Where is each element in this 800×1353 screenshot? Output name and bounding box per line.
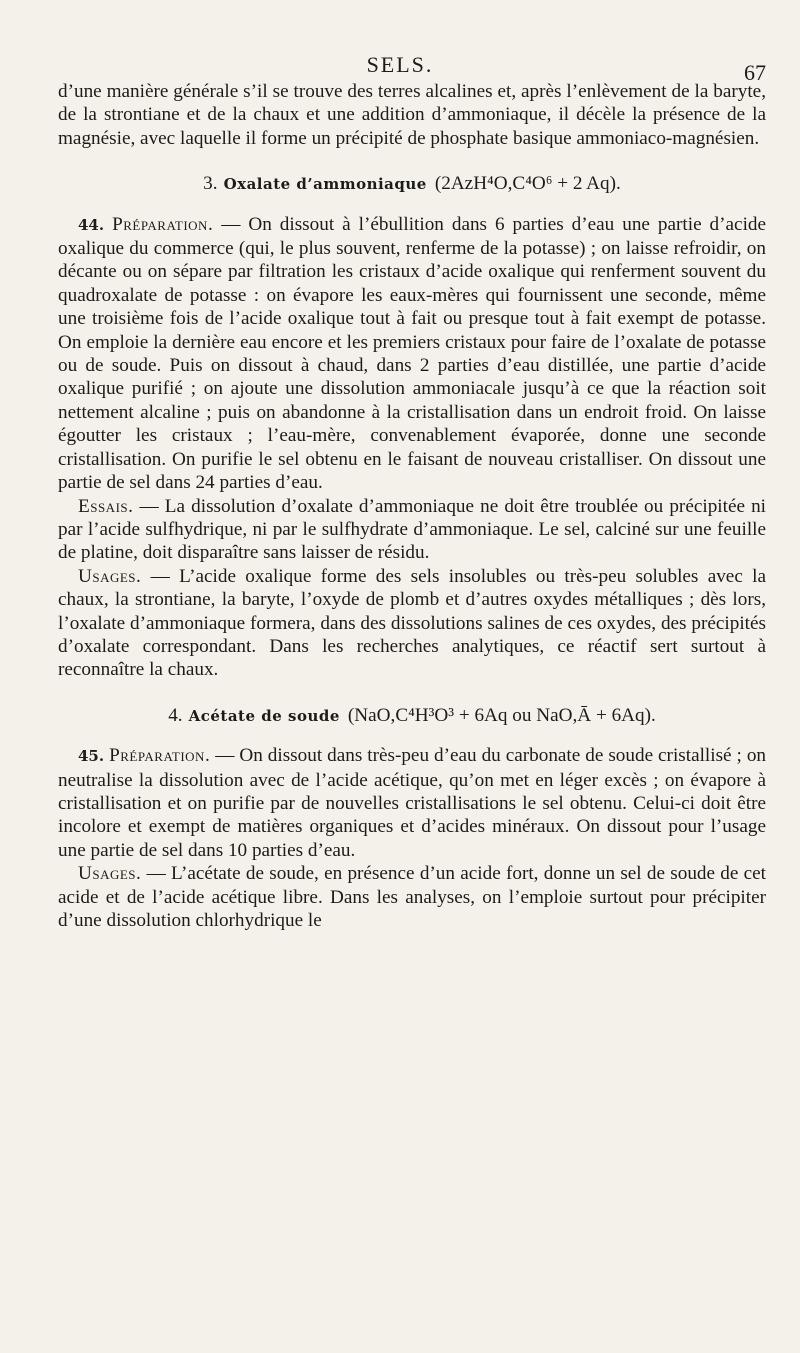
page-number: 67 — [744, 60, 766, 85]
paragraph-number: 45. — [78, 747, 105, 766]
paragraph-label: Préparation. — [109, 745, 211, 767]
section-title: Oxalate d’ammoniaque — [223, 175, 427, 194]
intro-paragraph: d’une manière générale s’il se trouve des terres alcalines et, après l’enlèvement de la baryte, de la strontiane et de la chaux et une addition d’ammoniaque, il décèle la présence de la magnésie, avec laquelle il forme un précipité de phosphate basique ammoniaco-magnésien. — [58, 81, 766, 149]
usages-paragraph-2 — [58, 862, 766, 932]
chemical-formula: (NaO,C⁴H³O³ + 6Aq ou NaO,Ā + 6Aq). — [347, 704, 656, 726]
section-heading-oxalate — [58, 172, 766, 196]
paragraph-45 — [58, 744, 766, 862]
running-title: SELS. — [366, 52, 434, 77]
essais-paragraph — [58, 495, 766, 565]
page-header — [0, 48, 800, 84]
paragraph-44 — [58, 213, 766, 495]
paragraph-text: — L’acétate de soude, en présence d’un acide fort, donne un sel de soude de cet acide et de l’acide acétique libre. Dans les analyses, on l’emploie surtout pour précipiter d’une dissolution chlorhydrique le — [58, 863, 767, 931]
body-text — [58, 80, 766, 932]
section-number: 4. — [168, 704, 183, 726]
usages-paragraph — [58, 565, 766, 682]
section-number: 3. — [203, 173, 218, 195]
paragraph-label: Préparation. — [112, 213, 214, 235]
paragraph-text: — La dissolution d’oxalate d’ammoniaque ne doit être troublée ou précipitée ni par l’acide sulfhydrique, ni par le sulfhydrate d’ammoniaque. Le sel, calciné sur une feuille de platine, doit disparaître sans laisser de résidu. — [58, 495, 766, 564]
section-heading-acetate — [58, 704, 766, 728]
paragraph-number: 44. — [78, 215, 105, 234]
section-title: Acétate de soude — [188, 706, 340, 725]
paragraph-label: Usages. — [78, 863, 142, 885]
paragraph-label: Usages. — [78, 565, 142, 587]
paragraph-text: — On dissout dans très-peu d’eau du carbonate de soude cristallisé ; on neutralise la dissolution avec de l’acide acétique, qu’on met en léger excès ; on évapore à cristallisation et on purifie par de nouvelles cristallisations le sel obtenu. Celui-ci doit être incolore et exempt de matières organiques et d’acides minéraux. On dissout pour l’usage une partie de sel dans 10 parties d’eau. — [58, 745, 767, 861]
paragraph-text: — On dissout à l’ébullition dans 6 parties d’eau une partie d’acide oxalique du commerce (qui, le plus souvent, renferme de la potasse) ; on laisse refroidir, on décante ou on sépare par filtration les cristaux d’acide oxalique qui renferment souvent du quadroxalate de potasse : on évapore les eaux-mères qui fournissent une seconde, même une troisième fois de l’acide oxalique tout à fait ou presque tout à fait exempt de potasse. On emploie la dernière eau encore et les premiers cristaux pour faire de l’oxalate de potasse ou de soude. Puis on dissout à chaud, dans 2 parties d’eau distillée, une partie d’acide oxalique purifié ; on ajoute une dissolution ammoniacale jusqu’à ce que la réaction soit nettement alcaline ; puis on abandonne à la cristallisation dans un endroit froid. On laisse égoutter les cristaux ; l’eau-mère, convenablement évaporée, donne une seconde cristallisation. On purifie le sel obtenu en le faisant de nouveau cristalliser. On dissout une partie de sel dans 24 parties d’eau. — [58, 213, 767, 494]
chemical-formula: (2AzH⁴O,C⁴O⁶ + 2 Aq). — [434, 173, 621, 195]
paragraph-label: Essais. — [78, 495, 134, 517]
paragraph-text: — L’acide oxalique forme des sels insolubles ou très-peu solubles avec la chaux, la strontiane, la baryte, l’oxyde de plomb et d’autres oxydes métalliques ; dès lors, l’oxalate d’ammoniaque formera, dans des dissolutions salines de ces oxydes, des précipités d’oxalate correspondant. Dans les recherches analytiques, ce réactif sert surtout à reconnaître la chaux. — [58, 565, 767, 681]
